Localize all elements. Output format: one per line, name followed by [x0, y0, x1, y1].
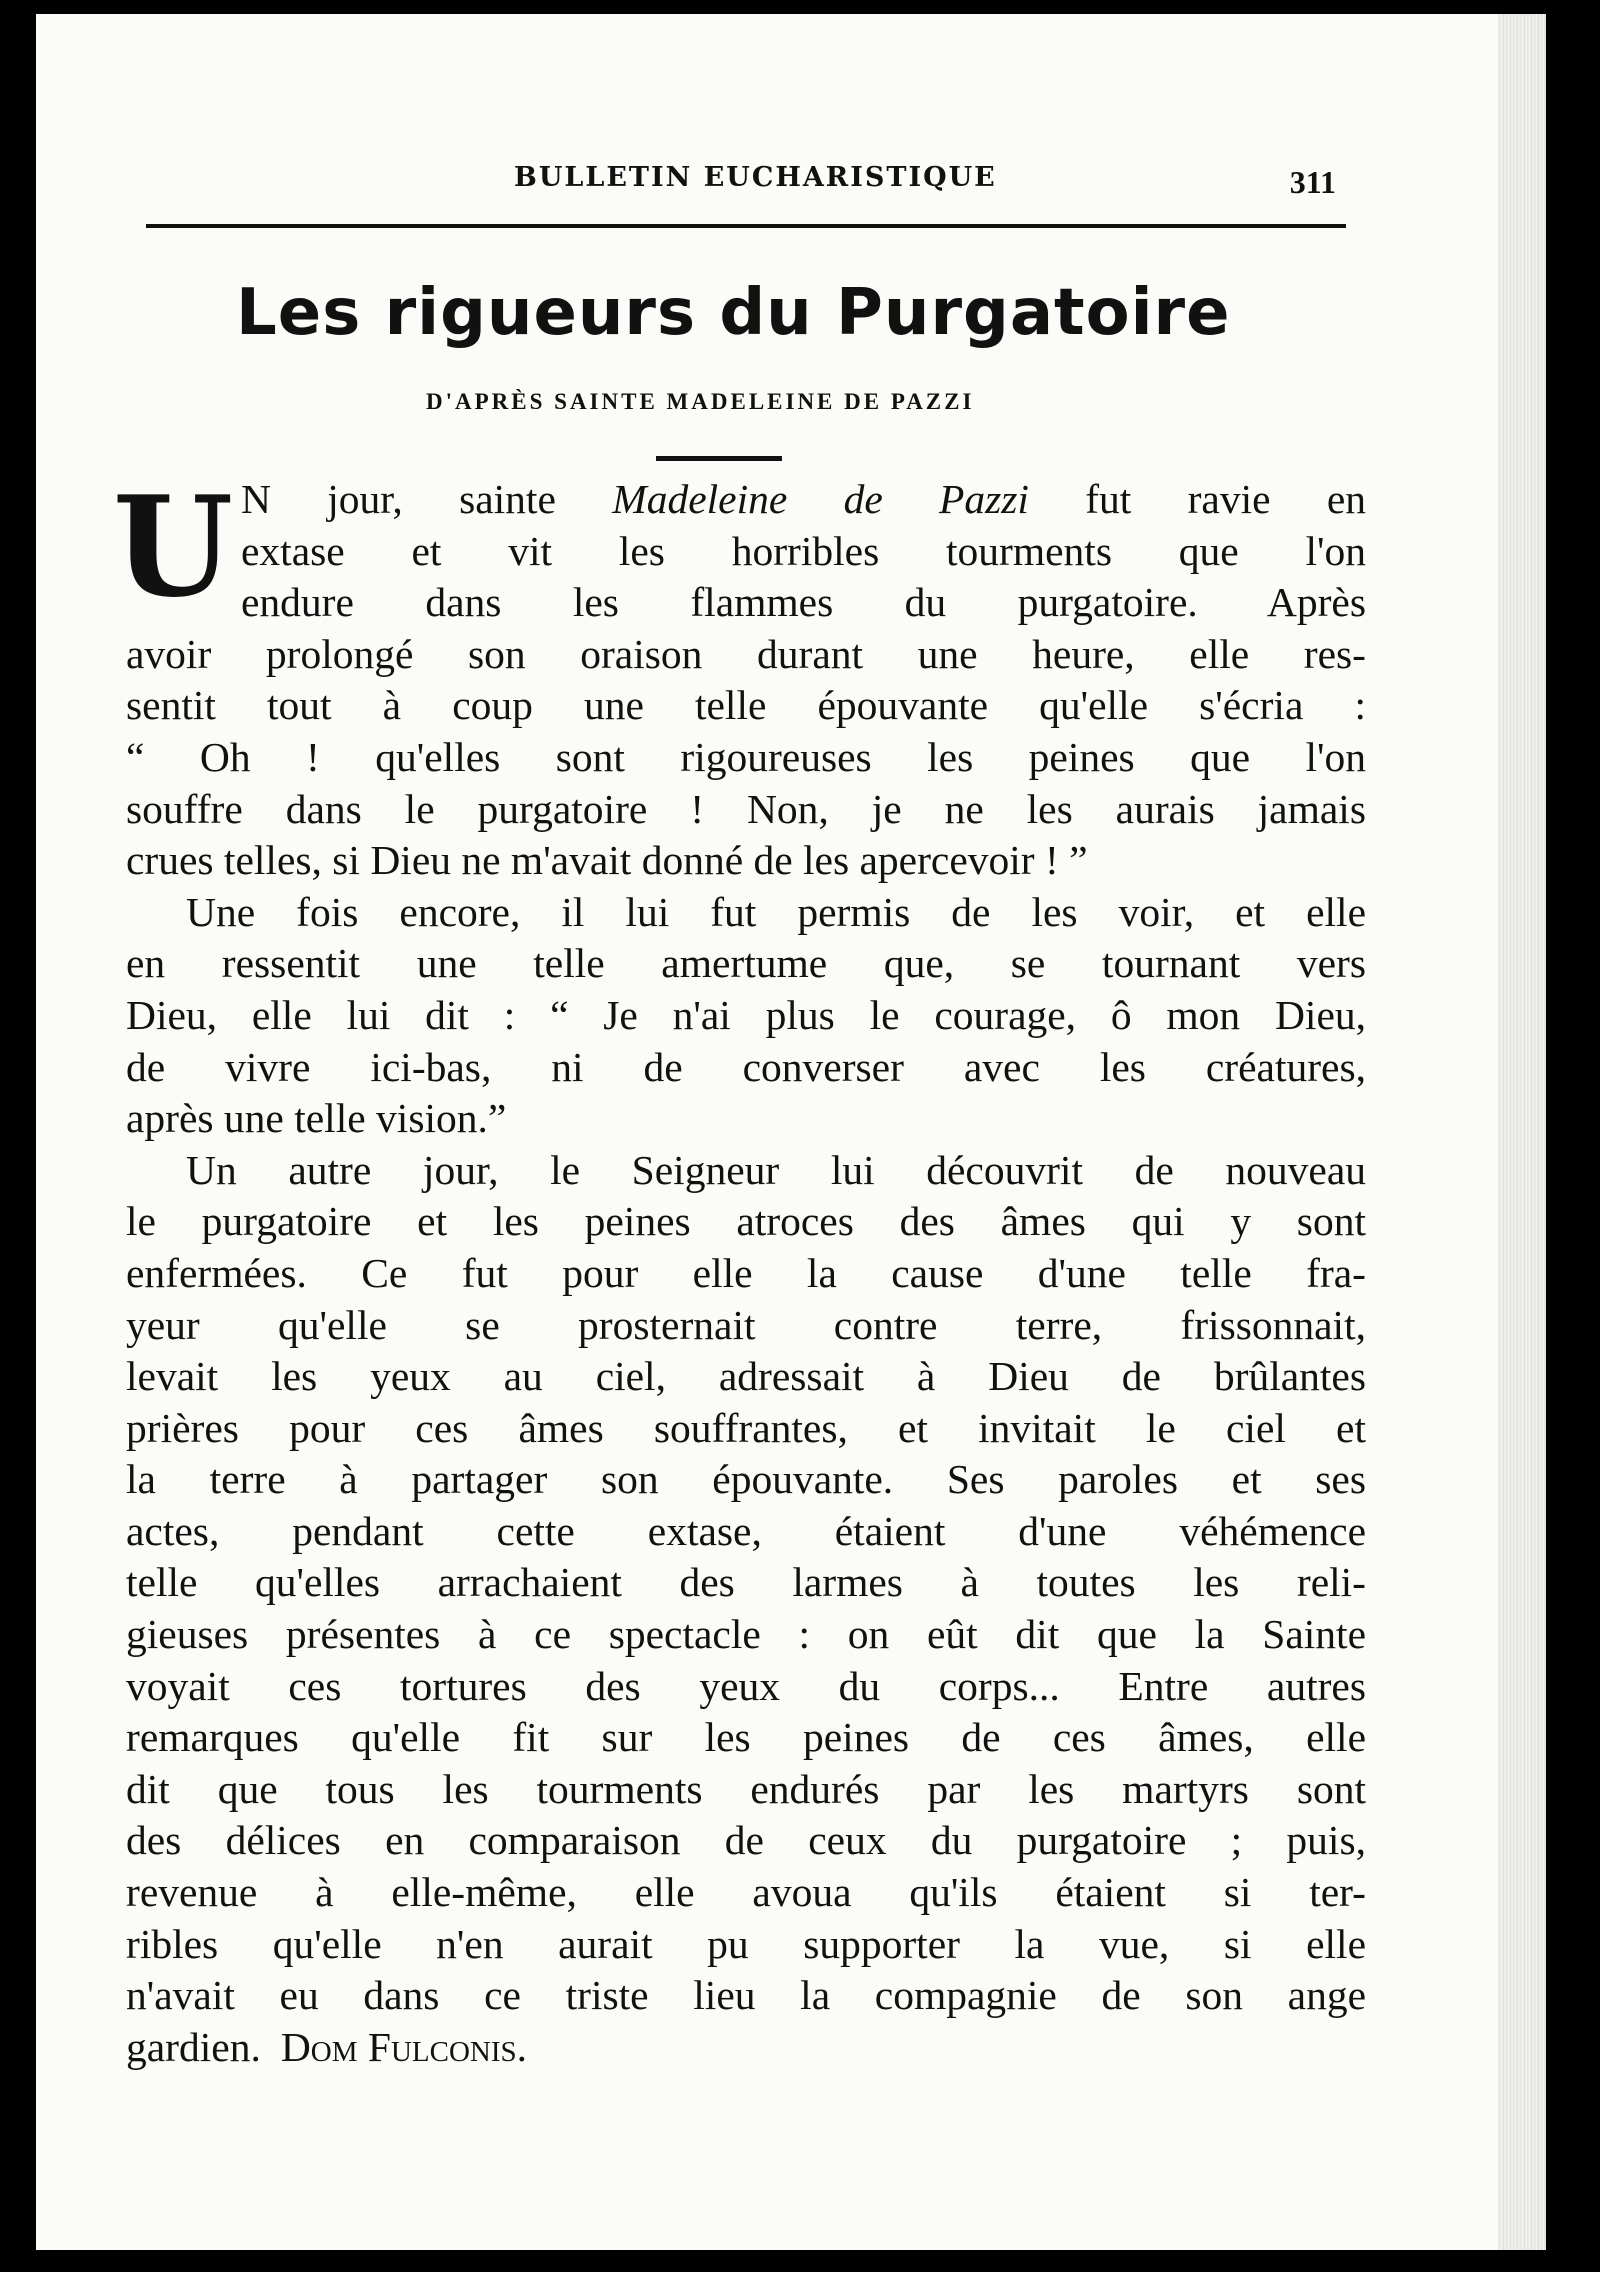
text-run: gardien.	[126, 2023, 261, 2070]
title-divider	[656, 456, 782, 461]
drop-cap: U	[112, 465, 234, 628]
text-line: voyait ces tortures des yeux du corps... Entre autres	[126, 1662, 1366, 1709]
text-line: ribles qu'elle n'en aurait pu supporter la vue, si elle	[126, 1920, 1366, 1967]
text-line: enfermées. Ce fut pour elle la cause d'une telle fra-	[126, 1249, 1366, 1296]
text-line: Un autre jour, le Seigneur lui découvrit de nouveau	[186, 1146, 1366, 1193]
text-line: Une fois encore, il lui fut permis de les voir, et elle	[186, 888, 1366, 935]
text-run: N jour, sainte	[241, 476, 613, 522]
running-head	[146, 154, 1356, 198]
article-subtitle: D'APRÈS SAINTE MADELEINE DE PAZZI	[426, 389, 975, 414]
page-edge-shadow	[1498, 14, 1546, 2250]
text-run: fut ravie en	[1028, 476, 1366, 522]
text-line: après une telle vision.”	[126, 1095, 507, 1142]
text-line: Dieu, elle lui dit : “ Je n'ai plus le courage, ô mon Dieu,	[126, 991, 1366, 1038]
text-line: souffre dans le purgatoire ! Non, je ne les aurais jamais	[126, 785, 1366, 832]
text-line: n'avait eu dans ce triste lieu la compagnie de son ange	[126, 1972, 1366, 2019]
text-line	[126, 474, 1366, 526]
text-line: crues telles, si Dieu ne m'avait donné de les apercevoir ! ”	[126, 837, 1088, 884]
text-line: actes, pendant cette extase, étaient d'une véhémence	[126, 1507, 1366, 1554]
text-line: yeur qu'elle se prosternait contre terre, frissonnait,	[126, 1301, 1366, 1348]
text-line: des délices en comparaison de ceux du purgatoire ; puis,	[126, 1817, 1366, 1864]
text-line: endure dans les flammes du purgatoire. Après	[241, 579, 1366, 626]
text-line	[126, 2022, 1366, 2074]
book-page	[36, 14, 1546, 2250]
text-line: telle qu'elles arrachaient des larmes à toutes les reli-	[126, 1559, 1366, 1606]
header-rule	[146, 224, 1346, 228]
article-title: Les rigueurs du Purgatoire	[236, 276, 1231, 350]
text-line: de vivre ici-bas, ni de converser avec les créatures,	[126, 1043, 1366, 1090]
text-line: “ Oh ! qu'elles sont rigoureuses les peines que l'on	[126, 733, 1366, 780]
article-body	[126, 474, 1366, 2073]
text-line: revenue à elle-même, elle avoua qu'ils étaient si ter-	[126, 1869, 1366, 1916]
text-line: extase et vit les horribles tourments que l'on	[241, 527, 1366, 574]
page-number: 311	[1289, 164, 1336, 200]
text-line: prières pour ces âmes souffrantes, et invitait le ciel et	[126, 1404, 1366, 1451]
text-line: le purgatoire et les peines atroces des âmes qui y sont	[126, 1198, 1366, 1245]
running-title: BULLETIN EUCHARISTIQUE	[514, 162, 997, 193]
text-line: dit que tous les tourments endurés par les martyrs sont	[126, 1765, 1366, 1812]
author-signature: Dom Fulconis.	[280, 2023, 528, 2070]
text-line: avoir prolongé son oraison durant une heure, elle res-	[126, 630, 1366, 677]
text-line: la terre à partager son épouvante. Ses paroles et ses	[126, 1456, 1366, 1503]
saint-name: Madeleine de Pazzi	[612, 476, 1029, 522]
text-line: en ressentit une telle amertume que, se tournant vers	[126, 940, 1366, 987]
text-line: remarques qu'elle fit sur les peines de ces âmes, elle	[126, 1714, 1366, 1761]
text-line: gieuses présentes à ce spectacle : on eût dit que la Sainte	[126, 1611, 1366, 1658]
text-line: levait les yeux au ciel, adressait à Dieu de brûlantes	[126, 1353, 1366, 1400]
text-line: sentit tout à coup une telle épouvante qu'elle s'écria :	[126, 682, 1366, 729]
